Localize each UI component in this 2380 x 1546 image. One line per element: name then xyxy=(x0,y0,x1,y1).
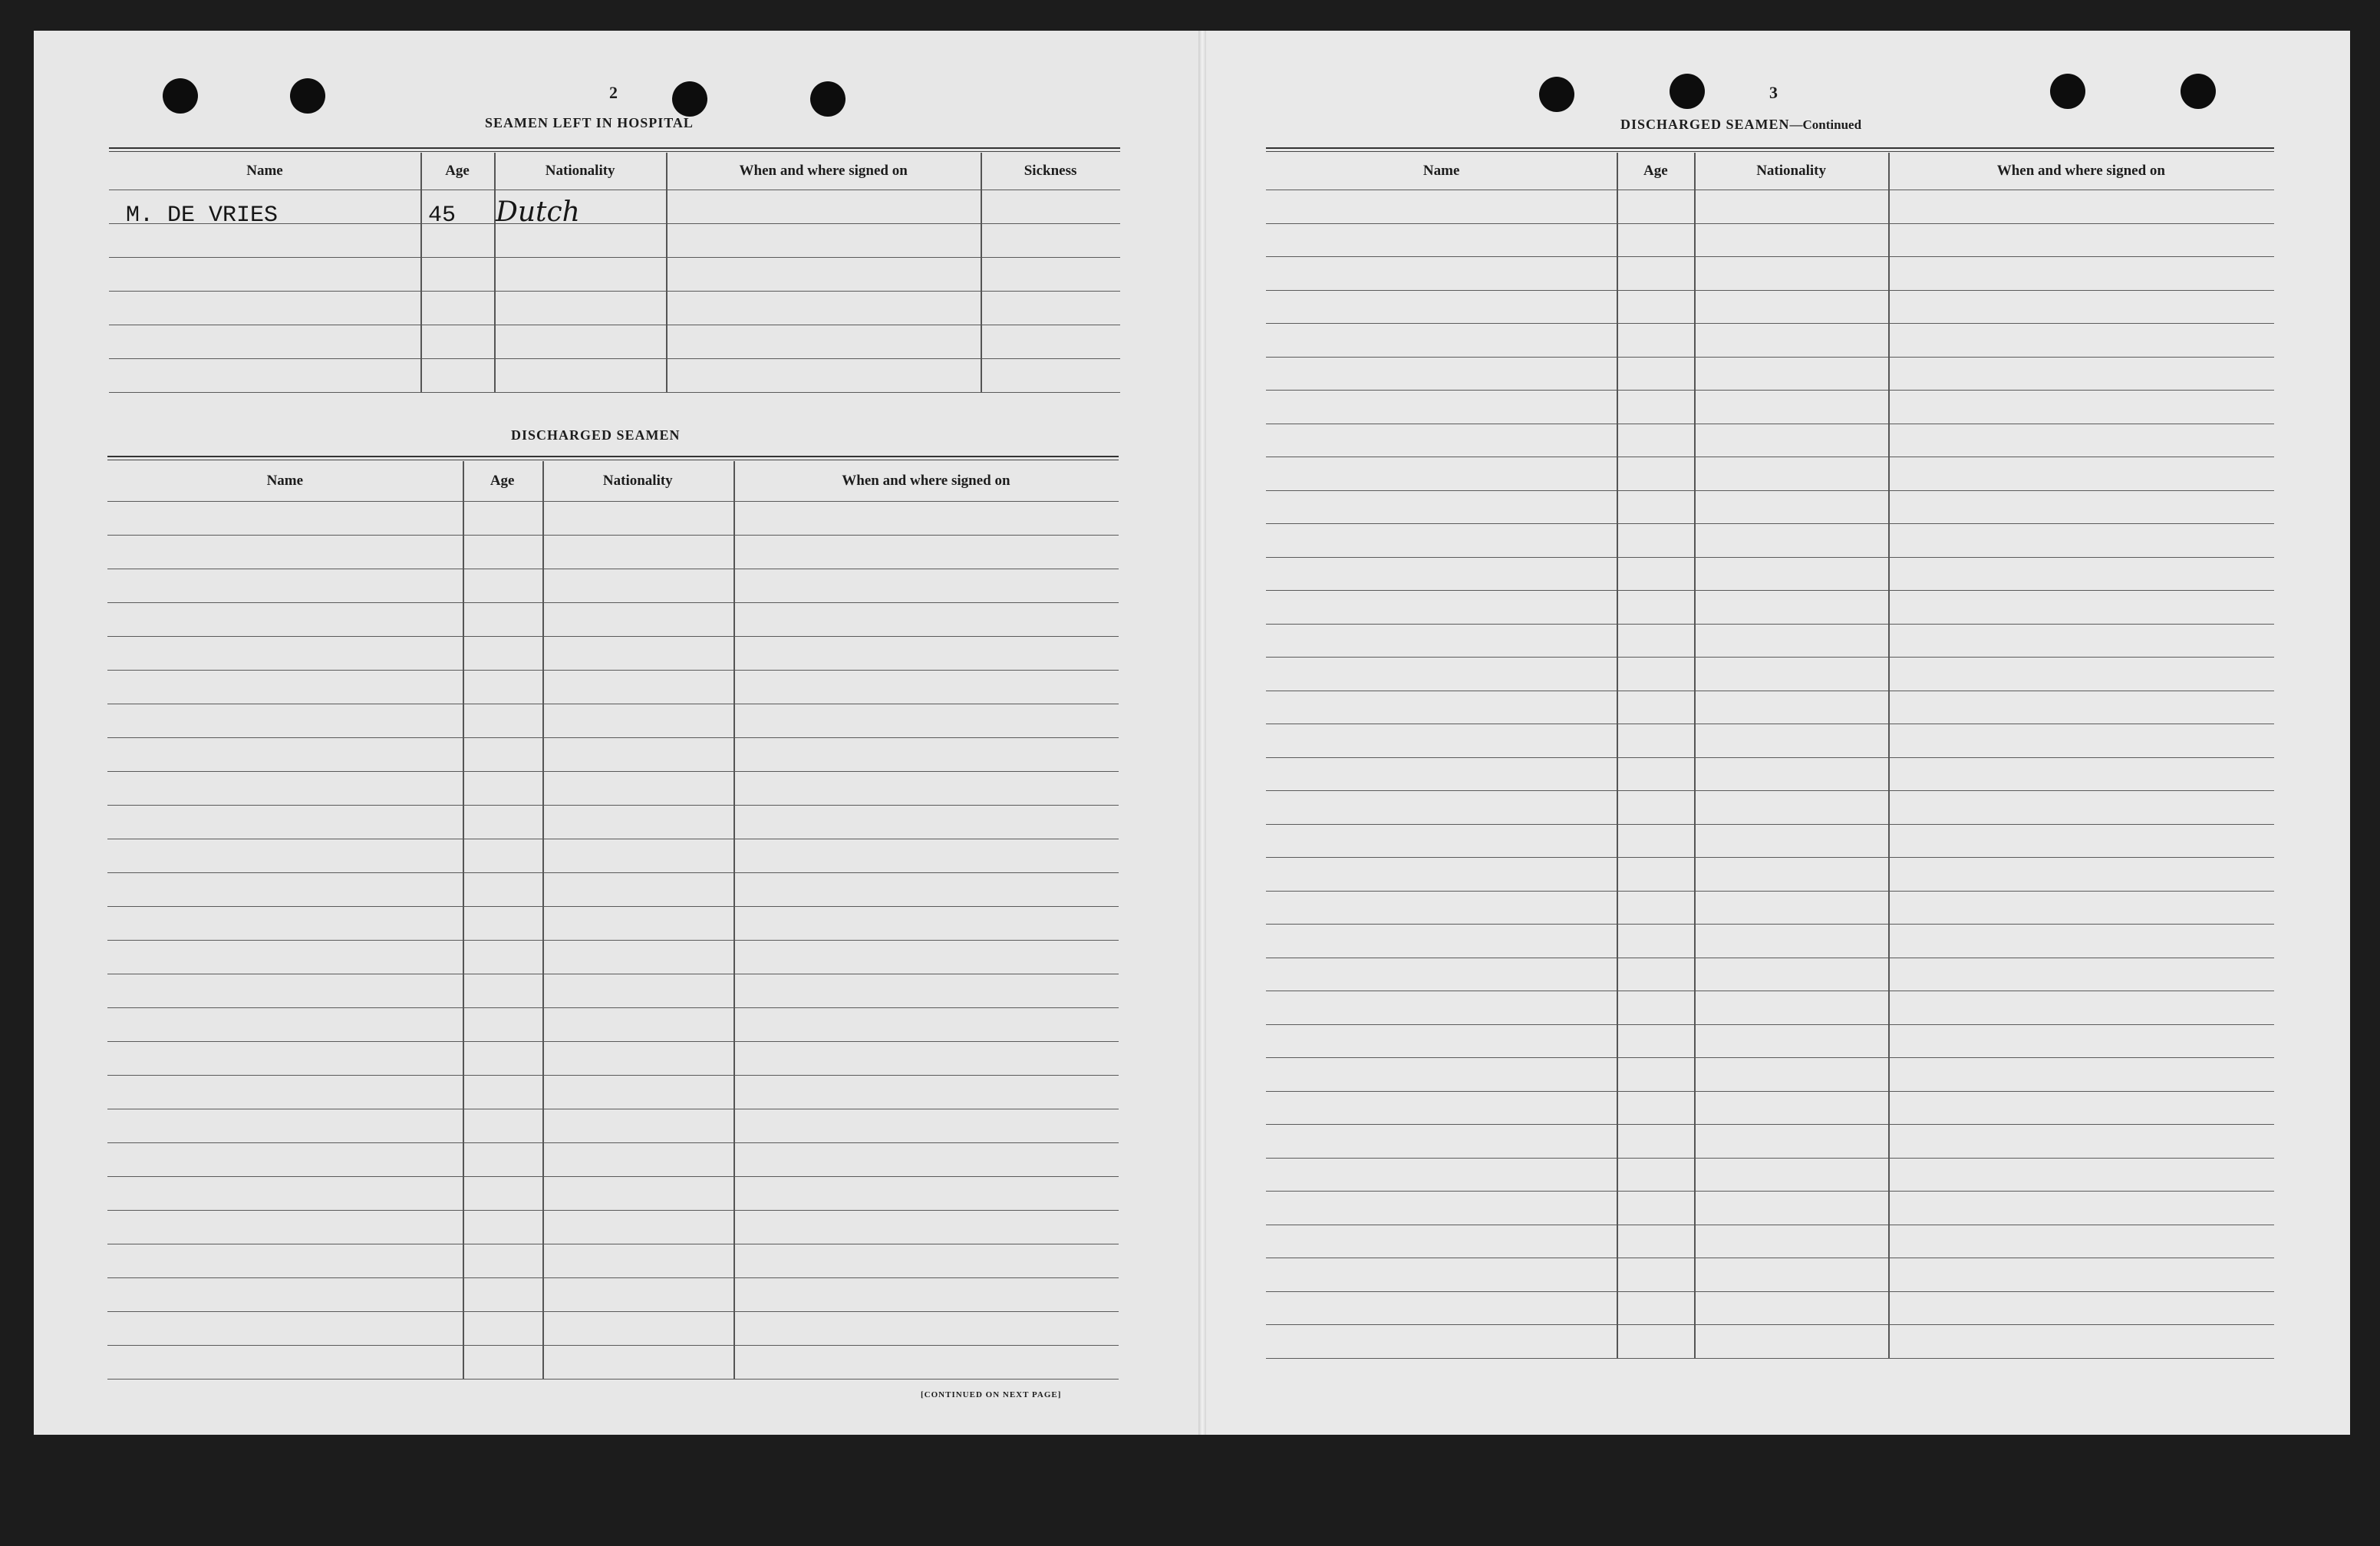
discharged-row-rule xyxy=(107,1041,1119,1042)
discharged-continued-row-rule xyxy=(1266,357,2274,358)
discharged-continued-row-rule xyxy=(1266,290,2274,291)
discharged-continued-row-rule xyxy=(1266,256,2274,257)
hospital-row-rule xyxy=(109,392,1120,393)
punch-hole-icon xyxy=(2050,74,2085,109)
discharged-continued-row-rule xyxy=(1266,1191,2274,1192)
discharged-continued-header-when-and-where-signed-on: When and where signed on xyxy=(1996,163,2165,179)
punch-hole-icon xyxy=(290,78,325,114)
discharged-continued-row-rule xyxy=(1266,790,2274,791)
discharged-table xyxy=(107,456,1119,1381)
discharged-top-rule xyxy=(107,456,1119,457)
discharged-continued-row-rule xyxy=(1266,1124,2274,1125)
discharged-row-rule xyxy=(107,805,1119,806)
discharged-continued-title-main: DISCHARGED SEAMEN xyxy=(1620,117,1790,132)
discharged-continued-header-name: Name xyxy=(1422,163,1460,179)
discharged-continued-suffix: —Continued xyxy=(1789,117,1862,132)
discharged-continued-row-rule xyxy=(1266,1158,2274,1159)
discharged-header-row xyxy=(107,461,1119,501)
discharged-section-title: DISCHARGED SEAMEN xyxy=(511,427,681,443)
discharged-continued-row-rule xyxy=(1266,1057,2274,1058)
discharged-continued-row-rule xyxy=(1266,1324,2274,1325)
hospital-header-when-and-where-signed-on: When and where signed on xyxy=(739,163,908,179)
discharged-continued-column-rule xyxy=(1617,153,1618,1358)
punch-hole-icon xyxy=(163,78,198,114)
discharged-row-rule xyxy=(107,872,1119,873)
discharged-column-rule xyxy=(733,461,735,1379)
discharged-continued-row-rule xyxy=(1266,557,2274,558)
discharged-continued-row-rule xyxy=(1266,490,2274,491)
discharged-continued-row-rule xyxy=(1266,824,2274,825)
discharged-continued-column-rule xyxy=(1888,153,1890,1358)
discharged-row-rule xyxy=(107,1007,1119,1008)
discharged-row-rule xyxy=(107,1075,1119,1076)
hospital-top-rule-inner xyxy=(109,151,1120,152)
discharged-column-rule xyxy=(463,461,464,1379)
discharged-continued-row-rule xyxy=(1266,590,2274,591)
discharged-row-rule xyxy=(107,535,1119,536)
discharged-continued-top-rule xyxy=(1266,147,2274,149)
discharged-continued-row-rule xyxy=(1266,1024,2274,1025)
discharged-continued-header-age: Age xyxy=(1643,163,1668,179)
discharged-row-rule xyxy=(107,670,1119,671)
hospital-column-rule xyxy=(494,153,496,392)
discharged-header-name: Name xyxy=(266,473,304,489)
discharged-column-rule xyxy=(542,461,544,1379)
discharged-row-rule xyxy=(107,737,1119,738)
discharged-header-nationality: Nationality xyxy=(602,473,673,489)
discharged-row-rule xyxy=(107,1345,1119,1346)
hospital-column-rule xyxy=(666,153,668,392)
punch-hole-icon xyxy=(672,81,707,117)
hospital-top-rule xyxy=(109,147,1120,149)
page-number-right: 3 xyxy=(1769,83,1778,102)
hospital-header-name: Name xyxy=(246,163,283,179)
hospital-header-nationality: Nationality xyxy=(545,163,615,179)
discharged-continued-row-rule xyxy=(1266,1358,2274,1359)
discharged-continued-row-rule xyxy=(1266,323,2274,324)
discharged-continued-row-rule xyxy=(1266,757,2274,758)
discharged-continued-title xyxy=(1620,117,1861,133)
discharged-continued-top-rule-inner xyxy=(1266,151,2274,152)
discharged-row-rule xyxy=(107,602,1119,603)
hospital-header-row xyxy=(109,153,1120,190)
discharged-header-when-and-where-signed-on: When and where signed on xyxy=(842,473,1010,489)
discharged-row-rule xyxy=(107,1311,1119,1312)
discharged-continued-row-rule xyxy=(1266,857,2274,858)
hospital-row-rule xyxy=(109,358,1120,359)
punch-hole-icon xyxy=(1670,74,1705,109)
discharged-continued-row-rule xyxy=(1266,223,2274,224)
discharged-row-rule xyxy=(107,940,1119,941)
hospital-header-sickness: Sickness xyxy=(1024,163,1077,179)
discharged-continued-row-rule xyxy=(1266,924,2274,925)
hospital-entry-nationality: Dutch xyxy=(496,196,580,228)
hospital-section-title: SEAMEN LEFT IN HOSPITAL xyxy=(485,115,694,130)
punch-hole-icon xyxy=(810,81,846,117)
discharged-continued-row-rule xyxy=(1266,523,2274,524)
hospital-header-age: Age xyxy=(445,163,470,179)
hospital-table xyxy=(109,147,1120,401)
discharged-continued-row-rule xyxy=(1266,1091,2274,1092)
punch-hole-icon xyxy=(2181,74,2216,109)
discharged-continued-header-row xyxy=(1266,153,2274,190)
discharged-header-rule xyxy=(107,501,1119,502)
discharged-continued-row-rule xyxy=(1266,390,2274,391)
discharged-row-rule xyxy=(107,906,1119,907)
discharged-row-rule xyxy=(107,771,1119,772)
continued-note: [CONTINUED ON NEXT PAGE] xyxy=(921,1390,1062,1399)
discharged-row-rule xyxy=(107,636,1119,637)
discharged-continued-header-nationality: Nationality xyxy=(1756,163,1826,179)
discharged-header-age: Age xyxy=(490,473,515,489)
page-fold xyxy=(1198,31,1206,1435)
page-number-left: 2 xyxy=(609,83,618,102)
discharged-row-rule xyxy=(107,1210,1119,1211)
discharged-continued-row-rule xyxy=(1266,1291,2274,1292)
discharged-continued-row-rule xyxy=(1266,657,2274,658)
hospital-entry-age: 45 xyxy=(428,203,457,229)
discharged-row-rule xyxy=(107,1176,1119,1177)
hospital-column-rule xyxy=(420,153,422,392)
hospital-entry-name: M. DE VRIES xyxy=(126,203,279,229)
punch-hole-icon xyxy=(1539,77,1574,112)
hospital-row-rule xyxy=(109,291,1120,292)
hospital-column-rule xyxy=(981,153,982,392)
discharged-continued-row-rule xyxy=(1266,624,2274,625)
discharged-row-rule xyxy=(107,1277,1119,1278)
discharged-continued-row-rule xyxy=(1266,891,2274,892)
discharged-row-rule xyxy=(107,1379,1119,1380)
discharged-continued-column-rule xyxy=(1694,153,1696,1358)
discharged-continued-table xyxy=(1266,147,2274,1343)
discharged-row-rule xyxy=(107,1142,1119,1143)
hospital-row-rule xyxy=(109,257,1120,258)
